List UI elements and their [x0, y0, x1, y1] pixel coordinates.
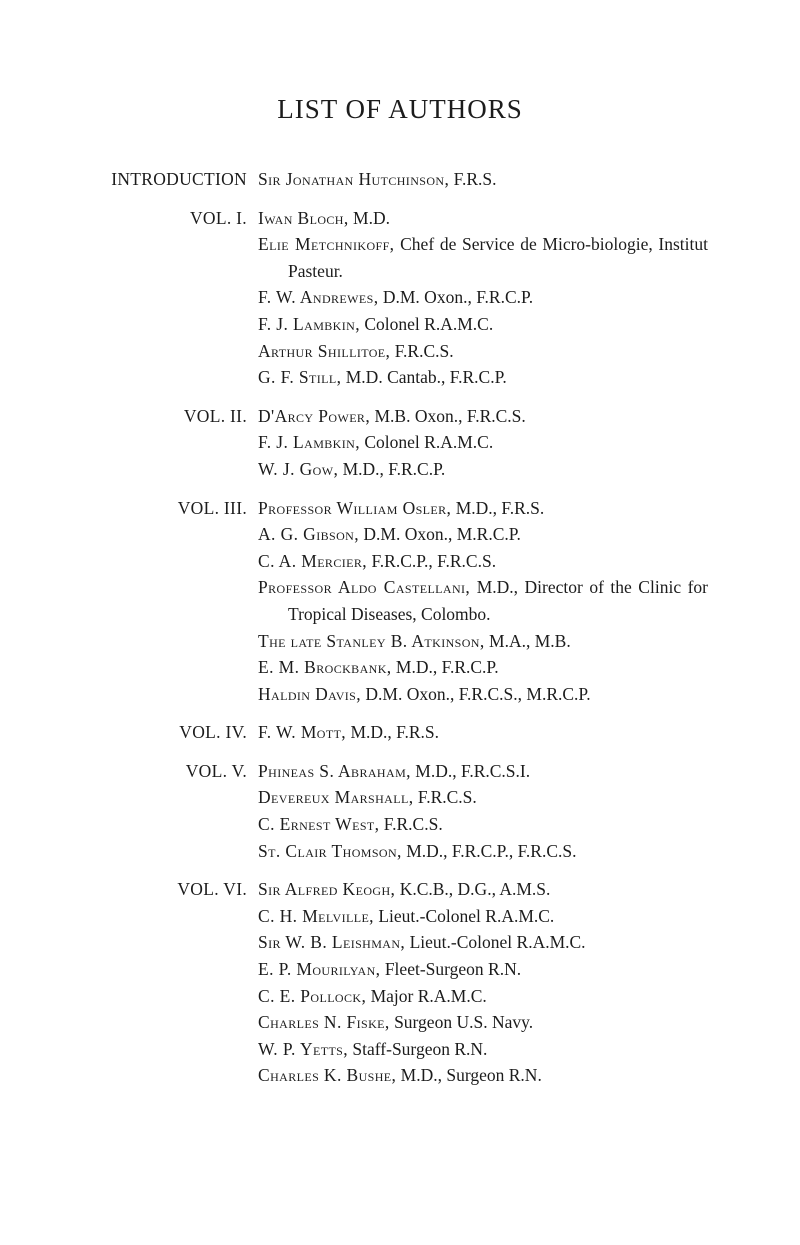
- author-entry: [258, 429, 708, 456]
- volume-section: [0, 758, 800, 864]
- author-credentials: M.D., F.R.S.: [346, 722, 440, 743]
- author-entry: [258, 311, 708, 338]
- author-entry: [258, 495, 708, 522]
- author-name: Devereux Marshall,: [258, 787, 414, 808]
- author-credentials: M.D.: [348, 207, 390, 228]
- author-name: Sir Jonathan Hutchinson,: [258, 169, 450, 189]
- author-credentials: M.A., M.B.: [484, 630, 571, 651]
- author-entry: [258, 574, 708, 627]
- author-list: [0, 166, 800, 1101]
- author-name: Phineas S. Abraham,: [258, 760, 411, 781]
- volume-section: [0, 719, 800, 746]
- author-name: Sir W. B. Leishman,: [258, 932, 406, 953]
- author-entry: [258, 983, 708, 1010]
- author-name: E. P. Mourilyan,: [258, 959, 381, 980]
- author-name: W. P. Yetts,: [258, 1038, 349, 1059]
- author-credentials: M.D., F.R.C.P.: [338, 458, 446, 479]
- author-entry: [258, 903, 708, 930]
- author-entries: [258, 205, 708, 391]
- author-name: F. W. Andrewes,: [258, 287, 379, 308]
- author-name: D'Arcy Power,: [258, 405, 371, 426]
- page-title: LIST OF AUTHORS: [277, 94, 523, 124]
- author-credentials: Chef de Service de Micro-biologie, Institut Pasteur.: [288, 234, 709, 281]
- author-credentials: K.C.B., D.G., A.M.S.: [395, 879, 551, 900]
- author-credentials: F.R.S.: [449, 169, 497, 189]
- volume-section: [0, 876, 800, 1089]
- author-credentials: M.D., Surgeon R.N.: [396, 1065, 542, 1086]
- author-name: St. Clair Thomson,: [258, 840, 402, 861]
- author-entry: [258, 456, 708, 483]
- author-name: F. J. Lambkin,: [258, 432, 360, 453]
- author-credentials: M.D., F.R.C.P., F.R.C.S.: [401, 840, 577, 861]
- author-entry: [258, 205, 708, 232]
- author-name: A. G. Gibson,: [258, 524, 359, 545]
- author-entry: [258, 231, 708, 284]
- author-name: E. M. Brockbank,: [258, 657, 392, 678]
- author-name: W. J. Gow,: [258, 458, 339, 479]
- author-entries: [258, 876, 708, 1089]
- author-entry: [258, 838, 708, 865]
- author-credentials: M.D., Director of the Clinic for Tropical Diseases, Colombo.: [288, 577, 708, 624]
- author-credentials: F.R.C.S.: [379, 814, 443, 835]
- author-credentials: Lieut.-Colonel R.A.M.C.: [405, 932, 586, 953]
- author-name: C. A. Mercier,: [258, 550, 368, 571]
- author-entries: [258, 403, 708, 483]
- author-entry: [258, 758, 708, 785]
- author-credentials: F.R.C.S.: [390, 340, 454, 361]
- author-entry: [258, 811, 708, 838]
- author-name: C. H. Melville,: [258, 905, 374, 926]
- volume-label: VOL. I.: [189, 207, 247, 228]
- author-name: C. E. Pollock,: [258, 985, 367, 1006]
- author-name: Arthur Shillitoe,: [258, 340, 391, 361]
- author-entry: [258, 784, 708, 811]
- author-name: Professor William Osler,: [258, 497, 452, 518]
- author-name: The late Stanley B. Atkinson,: [258, 630, 485, 651]
- author-entries: [258, 758, 708, 864]
- author-credentials: M.D., F.R.S.: [451, 497, 545, 518]
- volume-section: [0, 495, 800, 708]
- author-entries: [258, 719, 708, 746]
- author-credentials: M.D. Cantab., F.R.C.P.: [341, 367, 507, 388]
- author-entry: [258, 548, 708, 575]
- author-credentials: Major R.A.M.C.: [366, 985, 487, 1006]
- volume-section: [0, 205, 800, 391]
- author-entry: [258, 521, 708, 548]
- author-entry: [258, 403, 708, 430]
- volume-label: VOL. III.: [177, 497, 247, 518]
- author-credentials: F.R.C.P., F.R.C.S.: [367, 550, 497, 571]
- author-credentials: Staff-Surgeon R.N.: [348, 1038, 488, 1059]
- author-name: C. Ernest West,: [258, 814, 380, 835]
- author-name: Charles K. Bushe,: [258, 1065, 397, 1086]
- author-entry: [258, 338, 708, 365]
- author-entry: [258, 284, 708, 311]
- author-entry: [258, 166, 708, 193]
- author-entry: [258, 956, 708, 983]
- volume-label: INTRODUCTION: [111, 169, 247, 189]
- author-credentials: F.R.C.S.: [413, 787, 477, 808]
- volume-label: VOL. II.: [183, 405, 247, 426]
- author-name: G. F. Still,: [258, 367, 342, 388]
- author-name: F. W. Mott,: [258, 722, 347, 743]
- author-name: F. J. Lambkin,: [258, 313, 360, 334]
- author-credentials: M.D., F.R.C.S.I.: [410, 760, 531, 781]
- author-name: Charles N. Fiske,: [258, 1012, 390, 1033]
- author-credentials: Lieut.-Colonel R.A.M.C.: [373, 905, 555, 926]
- author-credentials: D.M. Oxon., F.R.C.P.: [378, 287, 534, 308]
- volume-label: VOL. VI.: [177, 879, 247, 900]
- author-entry: [258, 364, 708, 391]
- volume-label: VOL. V.: [185, 760, 247, 781]
- author-name: Iwan Bloch,: [258, 207, 349, 228]
- author-entries: [258, 495, 708, 708]
- author-entry: [258, 719, 708, 746]
- author-entry: [258, 681, 708, 708]
- author-credentials: Colonel R.A.M.C.: [359, 313, 494, 334]
- author-entry: [258, 1009, 708, 1036]
- author-name: Professor Aldo Castellani,: [258, 577, 471, 598]
- author-credentials: D.M. Oxon., M.R.C.P.: [359, 524, 521, 545]
- volume-section: [0, 166, 800, 193]
- author-name: Elie Metchnikoff,: [258, 234, 395, 255]
- volume-label: VOL. IV.: [179, 722, 247, 743]
- author-entry: [258, 628, 708, 655]
- author-entry: [258, 1062, 708, 1089]
- author-credentials: D.M. Oxon., F.R.C.S., M.R.C.P.: [361, 683, 591, 704]
- volume-section: [0, 403, 800, 483]
- author-entries: [258, 166, 708, 193]
- author-entry: [258, 929, 708, 956]
- author-credentials: Colonel R.A.M.C.: [359, 432, 494, 453]
- author-entry: [258, 1036, 708, 1063]
- author-name: Haldin Davis,: [258, 683, 362, 704]
- author-credentials: M.B. Oxon., F.R.C.S.: [370, 405, 526, 426]
- author-entry: [258, 654, 708, 681]
- author-name: Sir Alfred Keogh,: [258, 879, 396, 900]
- author-credentials: M.D., F.R.C.P.: [391, 657, 499, 678]
- author-credentials: Fleet-Surgeon R.N.: [380, 959, 522, 980]
- author-entry: [258, 876, 708, 903]
- author-credentials: Surgeon U.S. Navy.: [389, 1012, 534, 1033]
